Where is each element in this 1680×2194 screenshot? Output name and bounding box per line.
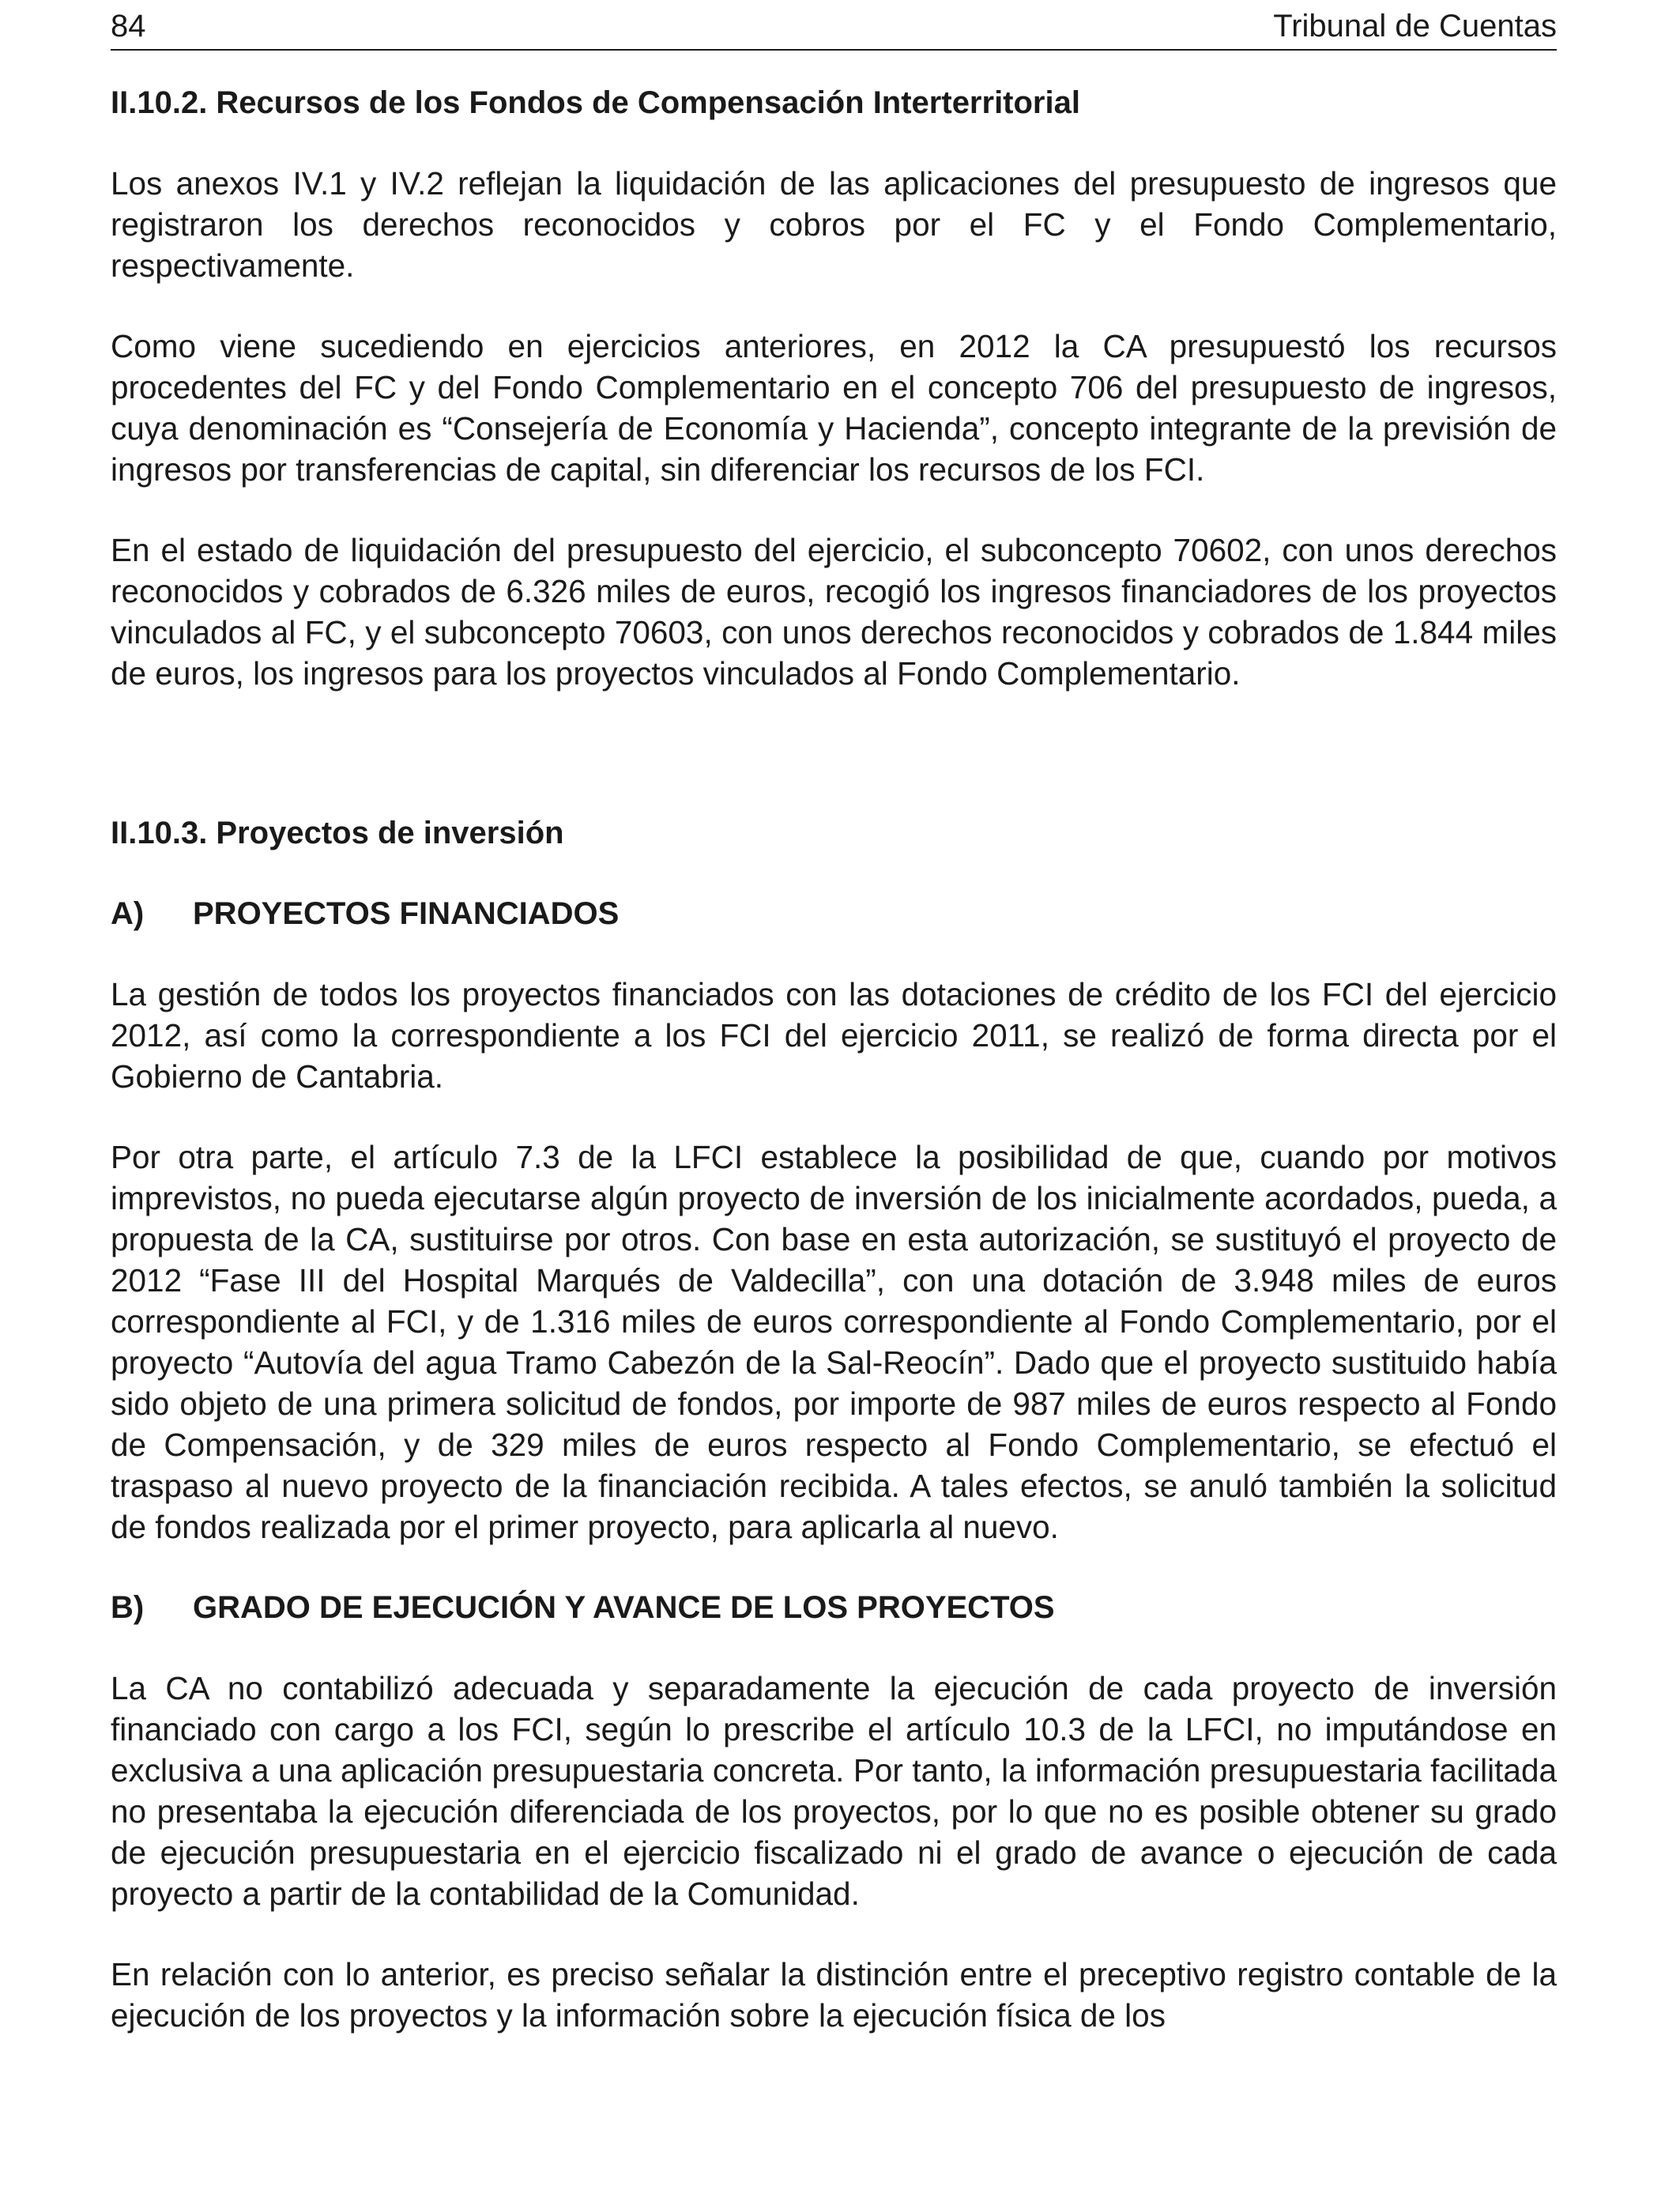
subsection-letter: B) xyxy=(111,1590,145,1625)
running-title: Tribunal de Cuentas xyxy=(1273,9,1557,43)
paragraph: La gestión de todos los proyectos financiados con las dotaciones de crédito de los FCI del ejercicio 2012, así como la correspondiente a los FCI del ejercicio 2011, se realizó de forma directa por el Gobierno de Cantabria. xyxy=(111,976,1557,1095)
paragraph: Como viene sucediendo en ejercicios anteriores, en 2012 la CA presupuestó los recursos procedentes del FC y del Fondo Complementario en el concepto 706 del presupuesto de ingresos, cuya denominación es “Consejería de Economía y Hacienda”, concepto integrante de la previsión de ingresos por transferencias de capital, sin diferenciar los recursos de los FCI. xyxy=(111,328,1557,488)
page-number: 84 xyxy=(111,9,146,43)
paragraph: Los anexos IV.1 y IV.2 reflejan la liquidación de las aplicaciones del presupuesto de ingresos que registraron los derechos reconocidos y cobros por el FC y el Fondo Complementario, respectivamente. xyxy=(111,165,1557,284)
subsection-letter: A) xyxy=(111,896,145,931)
paragraph: En el estado de liquidación del presupuesto del ejercicio, el subconcepto 70602, con unos derechos reconocidos y cobrados de 6.326 miles de euros, recogió los ingresos financiadores de los proyectos vinculados al FC, y el subconcepto 70603, con unos derechos reconocidos y cobrados de 1.844 miles de euros, los ingresos para los proyectos vinculados al Fondo Complementario. xyxy=(111,532,1557,692)
page-header xyxy=(111,6,1557,51)
document-page xyxy=(111,0,1557,2194)
subsection-title: GRADO DE EJECUCIÓN Y AVANCE DE LOS PROYECTOS xyxy=(193,1590,1055,1625)
section-heading-recursos-fci: II.10.2. Recursos de los Fondos de Compensación Interterritorial xyxy=(111,85,1080,120)
subsection-heading-grado-ejecucion xyxy=(111,1587,1557,1628)
subsection-heading-proyectos-financiados xyxy=(111,893,1557,934)
page-content xyxy=(111,82,1557,2036)
section-heading-proyectos-inversion: II.10.3. Proyectos de inversión xyxy=(111,816,564,850)
paragraph: La CA no contabilizó adecuada y separadamente la ejecución de cada proyecto de inversión financiado con cargo a los FCI, según lo prescribe el artículo 10.3 de la LFCI, no imputándose en exclusiva a una aplicación presupuestaria concreta. Por tanto, la información presupuestaria facilitada no presentaba la ejecución diferenciada de los proyectos, por lo que no es posible obtener su grado de ejecución presupuestaria en el ejercicio fiscalizado ni el grado de avance o ejecución de cada proyecto a partir de la contabilidad de la Comunidad. xyxy=(111,1670,1557,1912)
subsection-title: PROYECTOS FINANCIADOS xyxy=(193,896,620,931)
paragraph: Por otra parte, el artículo 7.3 de la LFCI establece la posibilidad de que, cuando por motivos imprevistos, no pueda ejecutarse algún proyecto de inversión de los inicialmente acordados, pueda, a propuesta de la CA, sustituirse por otros. Con base en esta autorización, se sustituyó el proyecto de 2012 “Fase III del Hospital Marqués de Valdecilla”, con una dotación de 3.948 miles de euros correspondiente al FCI, y de 1.316 miles de euros correspondiente al Fondo Complementario, por el proyecto “Autovía del agua Tramo Cabezón de la Sal-Reocín”. Dado que el proyecto sustituido había sido objeto de una primera solicitud de fondos, por importe de 987 miles de euros respecto al Fondo de Compensación, y de 329 miles de euros respecto al Fondo Complementario, se efectuó el traspaso al nuevo proyecto de la financiación recibida. A tales efectos, se anuló también la solicitud de fondos realizada por el primer proyecto, para aplicarla al nuevo. xyxy=(111,1139,1557,1545)
paragraph: En relación con lo anterior, es preciso señalar la distinción entre el preceptivo registro contable de la ejecución de los proyectos y la información sobre la ejecución física de los xyxy=(111,1956,1557,2034)
